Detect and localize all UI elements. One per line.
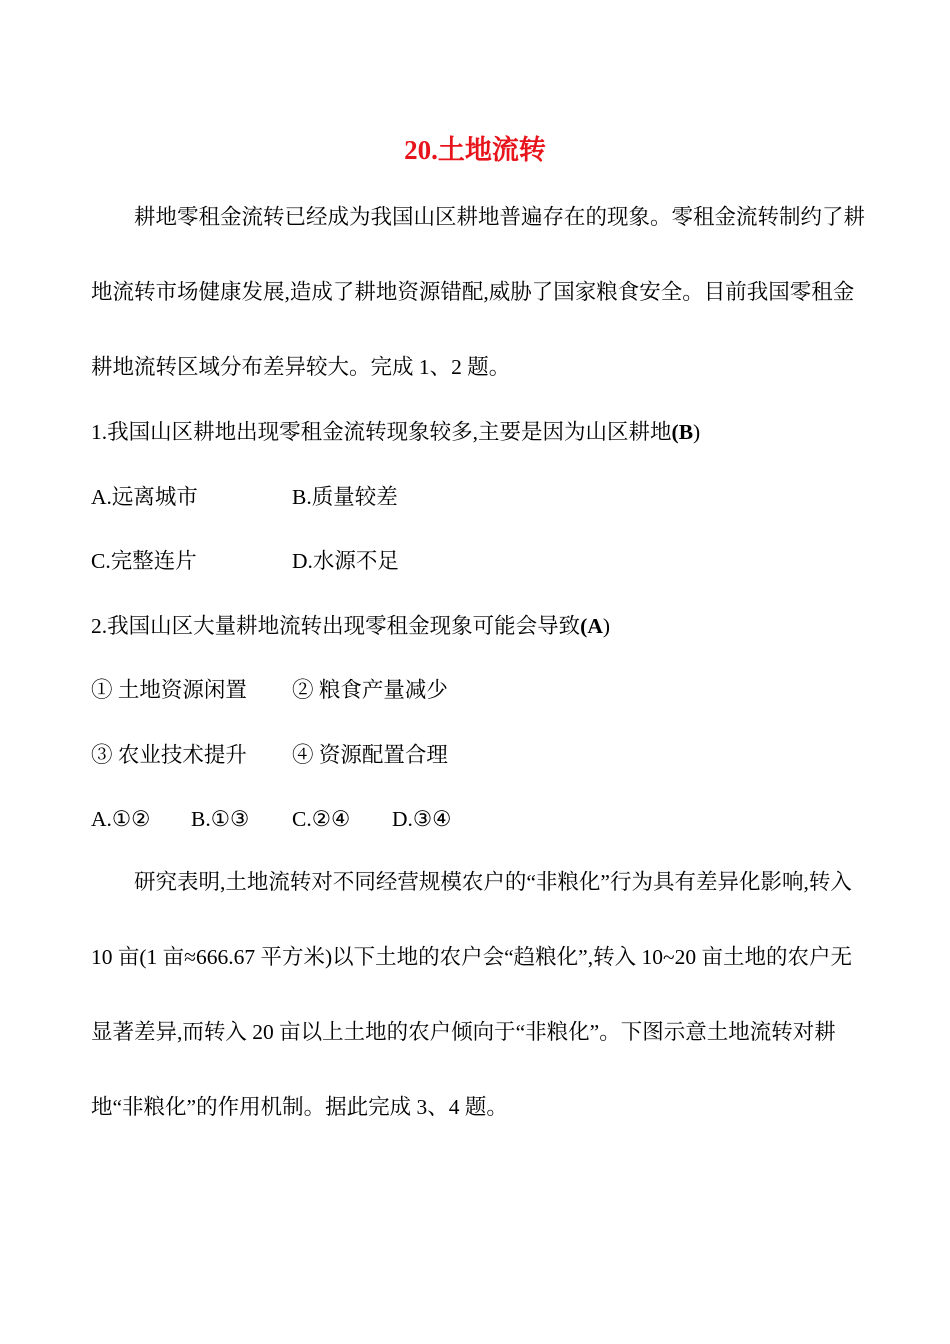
q1-option-b: B.质量较差 xyxy=(292,485,398,509)
intro-paragraph-1 xyxy=(91,180,871,405)
q2-option-b: B.①③ xyxy=(191,807,250,831)
question-1-close-paren: ) xyxy=(693,420,701,444)
question-1-open-paren: ( xyxy=(671,420,679,444)
intro-text-1: 耕地零租金流转已经成为我国山区耕地普遍存在的现象。零租金流转制约了耕地流转市场健康发展,造成了耕地资源错配,威胁了国家粮食安全。目前我国零租金耕地流转区域分布差异较大。完成 1、2 题。 xyxy=(91,205,866,379)
q2-option-a: A.①② xyxy=(91,807,151,831)
question-2-open-paren: ( xyxy=(580,614,588,638)
q2-option-c: C.②④ xyxy=(292,807,351,831)
intro-text-2: 研究表明,土地流转对不同经营规模农户的“非粮化”行为具有差异化影响,转入 10 亩(1 亩≈666.67 平方米)以下土地的农户会“趋粮化”,转入 10~20 亩土地的农户无显著差异,而转入 20 亩以上土地的农户倾向于“非粮化”。下图示意土地流转对耕地“非粮化”的作用机制。据此完成 3、4 题。 xyxy=(91,870,852,1119)
question-1 xyxy=(91,414,700,450)
q2-item-4: ④ 资源配置合理 xyxy=(292,743,448,767)
question-2-answer: A xyxy=(587,614,603,638)
question-1-answer: B xyxy=(678,420,694,444)
q1-option-c: C.完整连片 xyxy=(91,549,197,573)
question-2-close-paren: ) xyxy=(602,614,611,638)
q2-option-d: D.③④ xyxy=(392,807,452,831)
q2-item-2: ② 粮食产量减少 xyxy=(292,678,448,702)
q1-option-a: A.远离城市 xyxy=(91,485,198,509)
section-title: 20.土地流转 xyxy=(404,135,546,165)
question-2 xyxy=(91,608,610,644)
intro-paragraph-2 xyxy=(91,845,871,1145)
q2-item-3: ③ 农业技术提升 xyxy=(91,743,247,767)
question-2-stem: 2.我国山区大量耕地流转出现零租金现象可能会导致 xyxy=(91,614,581,638)
q1-option-d: D.水源不足 xyxy=(292,549,399,573)
q2-item-1: ① 土地资源闲置 xyxy=(91,678,247,702)
question-1-stem: 1.我国山区耕地出现零租金流转现象较多,主要是因为山区耕地 xyxy=(91,420,672,444)
